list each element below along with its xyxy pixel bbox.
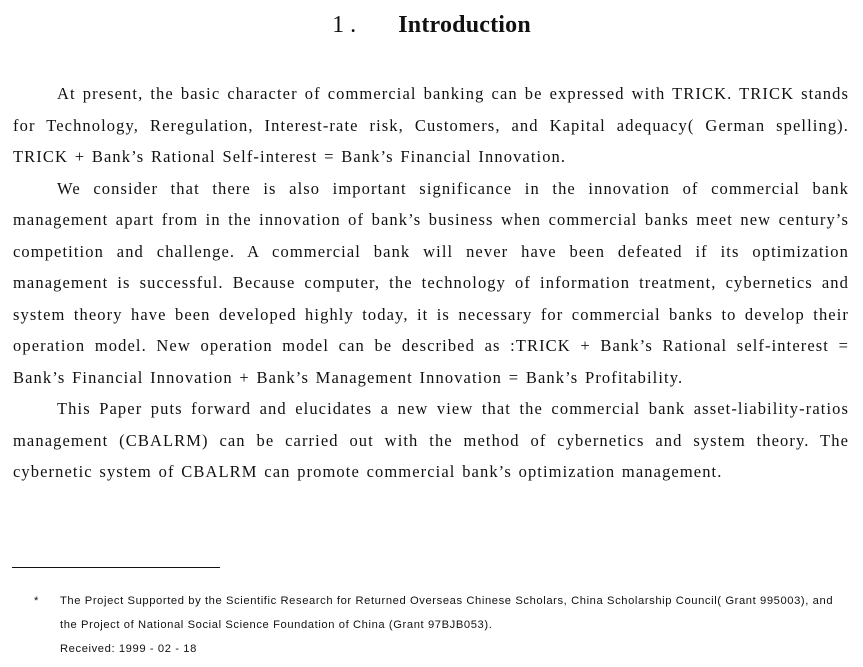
body-text bbox=[13, 78, 849, 488]
section-title: Introduction bbox=[398, 12, 531, 38]
paragraph-trick: At present, the basic character of commercial banking can be expressed with TRICK. TRICK stands for Technology, Reregulation, Interest-rate risk, Customers, and Kapital adequacy( German spelling). TRICK + Bank’s Rational Self-interest = Bank’s Financial Innovation. bbox=[13, 84, 849, 166]
footnote-marker: * bbox=[34, 595, 39, 607]
received-date: Received: 1999 - 02 - 18 bbox=[60, 643, 197, 655]
section-number: 1. bbox=[332, 12, 363, 38]
footnote-divider bbox=[12, 567, 220, 568]
footnote-funding-text: The Project Supported by the Scientific Research for Returned Overseas Chinese Scholars, China Scholarship Council( Grant 995003), and the Project of National Social Science Foundation of China (Grant 97BJB053). bbox=[60, 595, 834, 631]
section-heading bbox=[0, 12, 863, 39]
paragraph-management-innovation: We consider that there is also important significance in the innovation of commercial bank management apart from in the innovation of bank’s business when commercial banks meet new century’s competition and challenge. A commercial bank will never have been defeated if its optimization management is successful. Because computer, the technology of information treatment, cybernetics and system theory have been developed highly today, it is necessary for commercial banks to develop their operation model. New operation model can be described as :TRICK + Bank’s Rational self-interest = Bank’s Financial Innovation + Bank’s Management Innovation = Bank’s Profitability. bbox=[13, 178, 849, 387]
footnote bbox=[34, 589, 850, 661]
paragraph-cbalrm: This Paper puts forward and elucidates a new view that the commercial bank asset-liability-ratios management (CBALRM) can be carried out with the method of cybernetics and system theory. The cybernetic system of CBALRM can promote commercial bank’s optimization management. bbox=[13, 399, 849, 481]
